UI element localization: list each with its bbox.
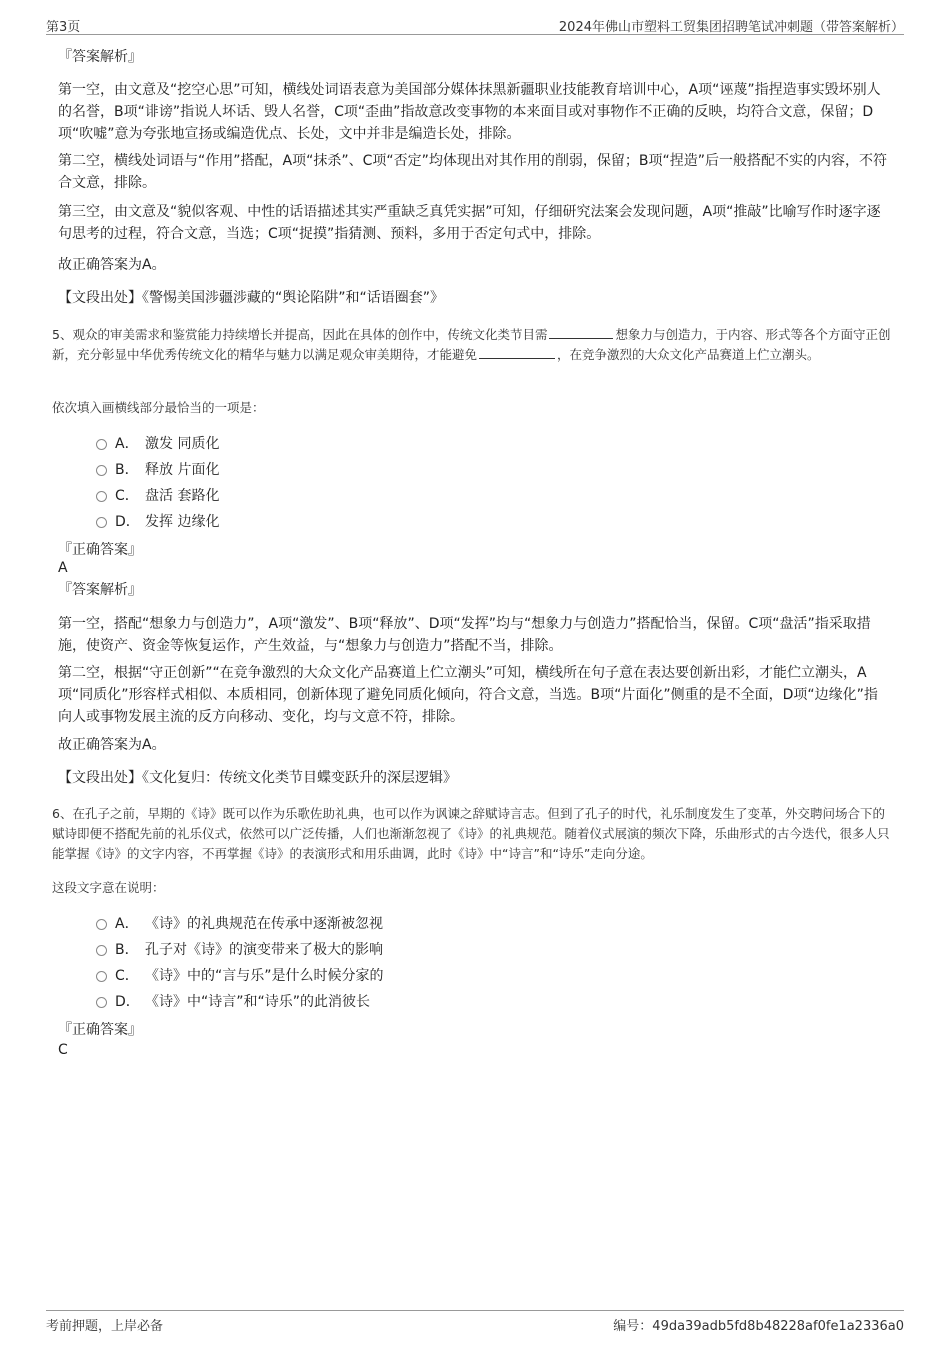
q5-stem: 5、观众的审美需求和鉴赏能力持续增长并提高，因此在具体的创作中，传统文化类节目需 想象力与创造力，于内容、形式等各个方面守正创新，充分彰显中华优秀传统文化的精华与魅力以满足观众审美期待，才能避免 ，在竞争激烈的大众文化产品赛道上伫立潮头。 [52, 327, 891, 362]
radio-icon[interactable] [96, 439, 107, 450]
radio-icon[interactable] [96, 517, 107, 528]
blank-2 [479, 346, 555, 359]
q5-option-d[interactable]: D． 发挥 边缘化 [96, 512, 796, 532]
radio-icon[interactable] [96, 997, 107, 1008]
page-footer [46, 1310, 904, 1333]
page-header [46, 14, 904, 35]
q6-stem: 6、在孔子之前，早期的《诗》既可以作为乐歌佐助礼典，也可以作为讽谏之辞赋诗言志。但到了孔子的时代，礼乐制度发生了变革，外交聘问场合下的赋诗即便不搭配先前的礼乐仪式，依然可以广泛传播，人们也渐渐忽视了《诗》的礼典规范。随着仪式展演的频次下降，乐曲形式的古今迭代，很多人只能掌握《诗》的文字内容，不再掌握《诗》的表演形式和用乐曲调，此时《诗》中“诗言”和“诗乐”走向分途。 [52, 806, 890, 861]
q5-correct-answer: A [58, 560, 68, 576]
q5-analysis-p2: 第二空，根据“守正创新”“在竞争激烈的大众文化产品赛道上伫立潮头”可知，横线所在句子意在表达要创新出彩，才能伫立潮头，A项“同质化”形容样式相似、本质相同，创新体现了避免同质化倾向，符合文意，当选。B项“片面化”侧重的是不全面，D项“边缘化”指向人或事物发展主流的反方向移动、变化，均与文意不符，排除。 [58, 665, 878, 725]
footer-slogan: 考前押题，上岸必备 [46, 1319, 164, 1334]
q6-option-b[interactable]: B． 孔子对《诗》的演变带来了极大的影响 [96, 940, 796, 960]
q5-analysis-label: 『答案解析』 [58, 582, 142, 598]
q5-option-a[interactable]: A． 激发 同质化 [96, 434, 796, 454]
q5-prompt: 依次填入画横线部分最恰当的一项是： [52, 400, 265, 415]
q5-option-b[interactable]: B． 释放 片面化 [96, 460, 796, 480]
page-number: 第3页 [46, 20, 81, 35]
q4-analysis-p1: 第一空，由文意及“挖空心思”可知，横线处词语表意为美国部分媒体抹黑新疆职业技能教育培训中心，A项“诬蔑”指捏造事实毁坏别人的名誉，B项“诽谤”指说人坏话、毁人名誉，C项“歪曲”指故意改变事物的本来面目或对事物作不正确的反映，均符合文意，保留；D项“吹嘘”意为夸张地宣扬或编造优点、长处，文中并非是编造长处，排除。 [58, 82, 881, 142]
blank-1 [549, 326, 613, 339]
q4-analysis-p3: 第三空，由文意及“貌似客观、中性的话语描述其实严重缺乏真凭实据”可知，仔细研究法案会发现问题，A项“推敲”比喻写作时逐字逐句思考的过程，符合文意，当选；C项“捉摸”指猜测、预料，多用于否定句式中，排除。 [58, 204, 881, 242]
q6-option-a[interactable]: A． 《诗》的礼典规范在传承中逐渐被忽视 [96, 914, 796, 934]
q5-option-c[interactable]: C． 盘活 套路化 [96, 486, 796, 506]
q6-option-d[interactable]: D． 《诗》中“诗言”和“诗乐”的此消彼长 [96, 992, 796, 1012]
q5-source: 【文段出处】《文化复归：传统文化类节目蝶变跃升的深层逻辑》 [58, 770, 457, 786]
footer-serial: 编号：49da39adb5fd8b48228af0fe1a2336a0 [613, 1319, 904, 1334]
q4-analysis-p2: 第二空，横线处词语与“作用”搭配，A项“抹杀”、C项“否定”均体现出对其作用的削弱，保留；B项“捏造”后一般搭配不实的内容，不符合文意，排除。 [58, 153, 887, 191]
radio-icon[interactable] [96, 919, 107, 930]
radio-icon[interactable] [96, 465, 107, 476]
q5-analysis-p1: 第一空，搭配“想象力与创造力”，A项“激发”、B项“释放”、D项“发挥”均与“想象力与创造力”搭配恰当，保留。C项“盘活”指采取措施，使资产、资金等恢复运作，产生效益，与“想象力与创造力”搭配不当，排除。 [58, 616, 871, 654]
q6-correct-label: 『正确答案』 [58, 1022, 142, 1038]
q6-correct-answer: C [58, 1042, 68, 1058]
document-title: 2024年佛山市塑料工贸集团招聘笔试冲刺题（带答案解析） [558, 20, 904, 35]
q5-conclusion: 故正确答案为A。 [58, 737, 166, 753]
q5-correct-label: 『正确答案』 [58, 542, 142, 558]
radio-icon[interactable] [96, 945, 107, 956]
q6-prompt: 这段文字意在说明： [52, 880, 165, 895]
radio-icon[interactable] [96, 971, 107, 982]
q6-option-c[interactable]: C． 《诗》中的“言与乐”是什么时候分家的 [96, 966, 796, 986]
q4-conclusion: 故正确答案为A。 [58, 257, 166, 273]
q4-analysis-label: 『答案解析』 [58, 49, 142, 65]
q4-source: 【文段出处】《警惕美国涉疆涉藏的“舆论陷阱”和“话语圈套”》 [58, 290, 445, 306]
radio-icon[interactable] [96, 491, 107, 502]
